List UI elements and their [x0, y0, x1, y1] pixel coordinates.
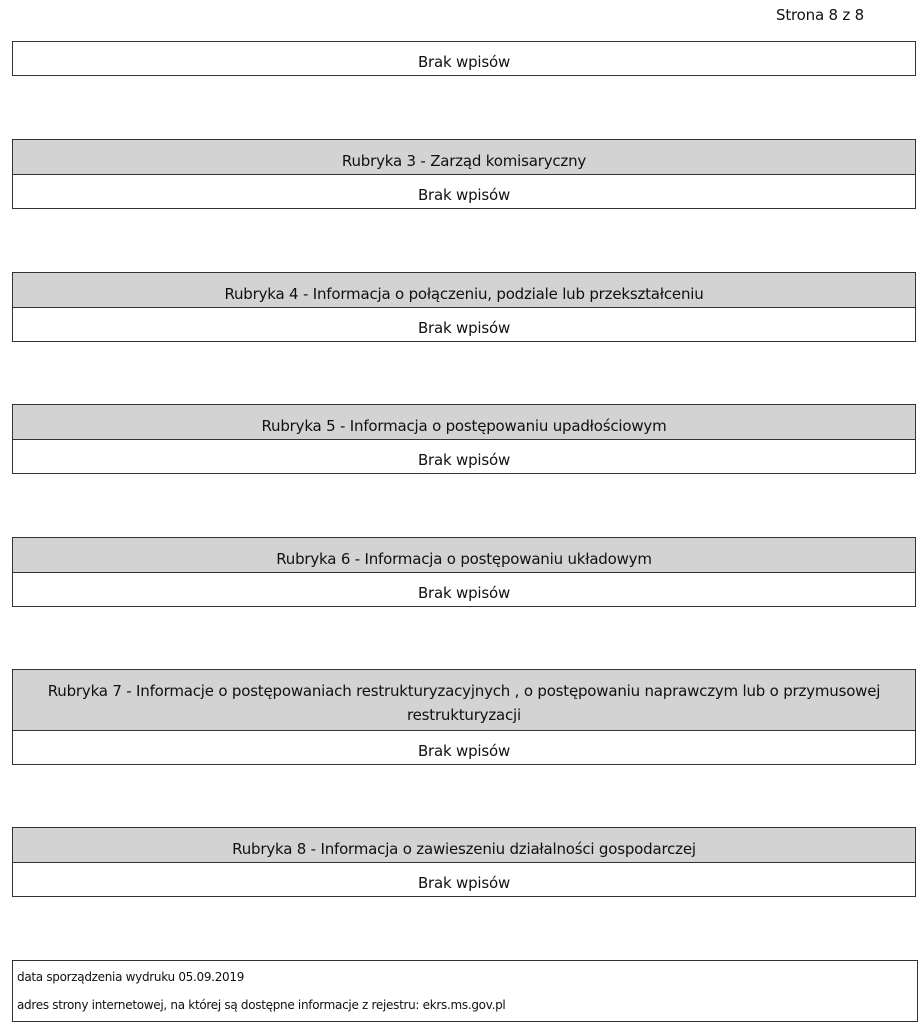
section-header: Rubryka 6 - Informacja o postępowaniu układowym: [13, 538, 915, 573]
section-rubryka-4: [12, 272, 916, 342]
section-body: Brak wpisów: [417, 319, 511, 337]
section-header: Rubryka 8 - Informacja o zawieszeniu działalności gospodarczej: [13, 828, 915, 863]
page-number: Strona 8 z 8: [776, 6, 864, 24]
section-rubryka-3: [12, 139, 916, 209]
section-rubryka-8: [12, 827, 916, 897]
section-header: Rubryka 4 - Informacja o połączeniu, podziale lub przekształceniu: [13, 273, 915, 308]
section-body: Brak wpisów: [417, 186, 511, 204]
section-header: Rubryka 5 - Informacja o postępowaniu upadłościowym: [13, 405, 915, 440]
print-date: data sporządzenia wydruku 05.09.2019: [17, 970, 245, 984]
section-rubryka-5: [12, 404, 916, 474]
section-rubryka-7: [12, 669, 916, 765]
section-body: Brak wpisów: [417, 874, 511, 892]
print-footer: [12, 960, 918, 1022]
section-body: Brak wpisów: [417, 742, 511, 760]
section-body: Brak wpisów: [417, 53, 511, 71]
section-continuation: [12, 41, 916, 76]
section-header: Rubryka 7 - Informacje o postępowaniach restrukturyzacyjnych , o postępowaniu naprawczym lub o przymusowej restrukturyzacji: [13, 670, 915, 731]
section-body: Brak wpisów: [417, 584, 511, 602]
registry-website: adres strony internetowej, na której są dostępne informacje z rejestru: ekrs.ms.gov.pl: [17, 998, 506, 1012]
section-body: Brak wpisów: [417, 451, 511, 469]
section-rubryka-6: [12, 537, 916, 607]
section-header: Rubryka 3 - Zarząd komisaryczny: [13, 140, 915, 175]
